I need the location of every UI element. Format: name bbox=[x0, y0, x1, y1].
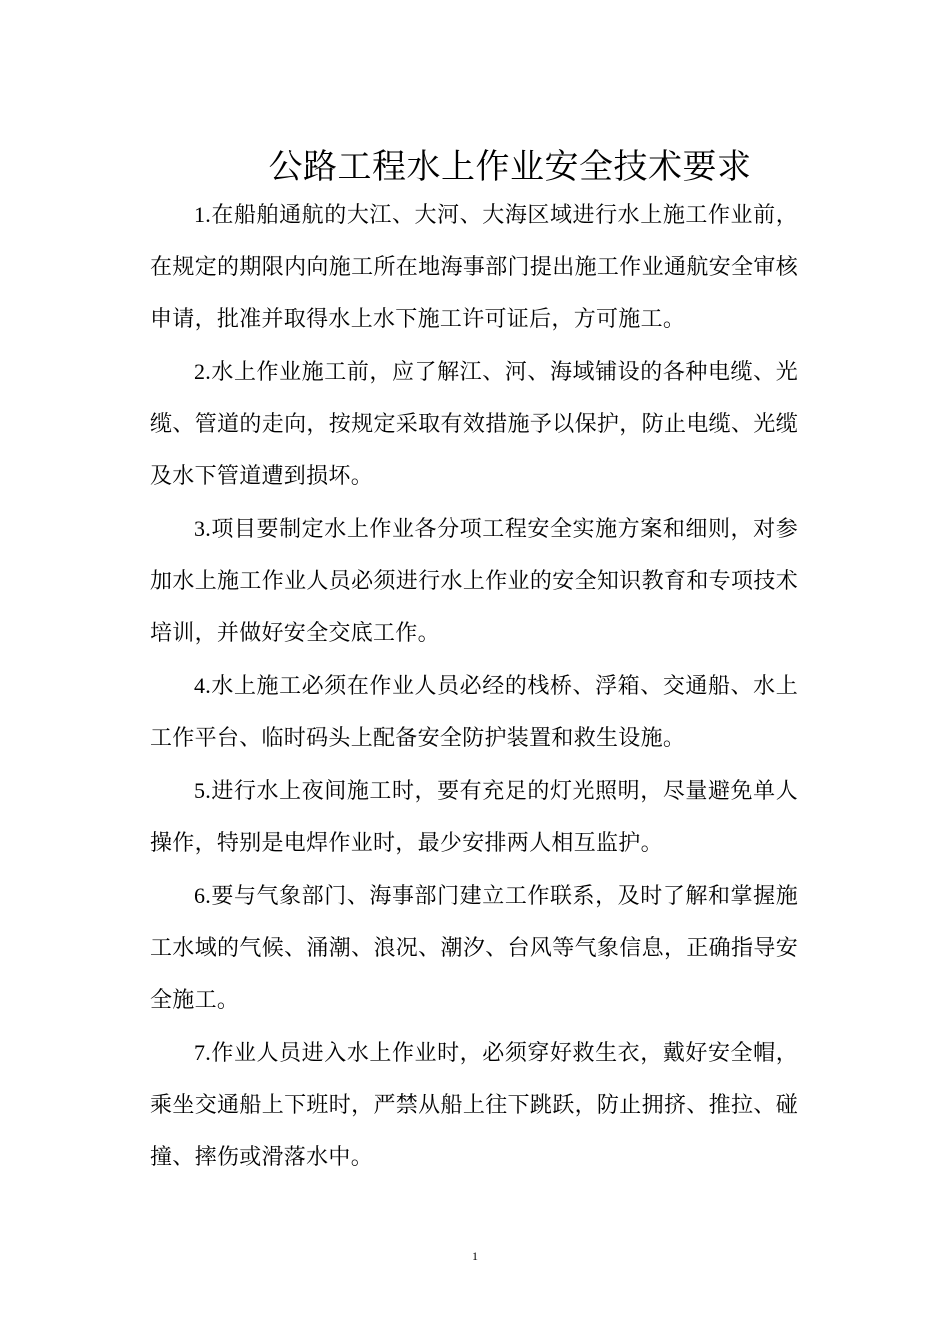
paragraph-2 bbox=[150, 346, 798, 503]
paragraph-4 bbox=[150, 660, 798, 765]
paragraph-text: 在船舶通航的大江、大河、大海区域进行水上施工作业前，在规定的期限内向施工所在地海事部门提出施工作业通航安全审核申请，批准并取得水上水下施工许可证后，方可施工。 bbox=[150, 203, 798, 332]
paragraph-text: 进行水上夜间施工时，要有充足的灯光照明，尽量避免单人操作，特别是电焊作业时，最少安排两人相互监护。 bbox=[150, 779, 798, 856]
paragraph-5 bbox=[150, 765, 798, 870]
page-title: 公路工程水上作业安全技术要求 bbox=[268, 146, 752, 187]
paragraph-text: 水上作业施工前，应了解江、河、海域铺设的各种电缆、光缆、管道的走向，按规定采取有效措施予以保护，防止电缆、光缆及水下管道遭到损坏。 bbox=[150, 360, 798, 489]
paragraph-text: 作业人员进入水上作业时，必须穿好救生衣，戴好安全帽，乘坐交通船上下班时，严禁从船上往下跳跃，防止拥挤、推拉、碰撞、摔伤或滑落水中。 bbox=[150, 1041, 798, 1170]
paragraph-number: 1. bbox=[194, 202, 212, 227]
paragraph-number: 3. bbox=[194, 516, 212, 541]
page-number: 1 bbox=[472, 1249, 478, 1263]
paragraph-number: 7. bbox=[194, 1040, 212, 1065]
paragraph-3 bbox=[150, 503, 798, 660]
paragraph-number: 5. bbox=[194, 778, 212, 803]
paragraph-number: 6. bbox=[194, 883, 212, 908]
paragraph-text: 水上施工必须在作业人员必经的栈桥、浮箱、交通船、水上工作平台、临时码头上配备安全防护装置和救生设施。 bbox=[150, 674, 798, 751]
paragraph-number: 2. bbox=[194, 359, 212, 384]
paragraph-text: 要与气象部门、海事部门建立工作联系，及时了解和掌握施工水域的气候、涌潮、浪况、潮汐、台风等气象信息，正确指导安全施工。 bbox=[150, 884, 798, 1013]
paragraph-7 bbox=[150, 1027, 798, 1184]
paragraph-text: 项目要制定水上作业各分项工程安全实施方案和细则，对参加水上施工作业人员必须进行水上作业的安全知识教育和专项技术培训，并做好安全交底工作。 bbox=[150, 517, 798, 646]
paragraph-number: 4. bbox=[194, 673, 212, 698]
paragraph-1 bbox=[150, 189, 798, 346]
paragraph-6 bbox=[150, 870, 798, 1027]
document-body bbox=[150, 189, 798, 1184]
